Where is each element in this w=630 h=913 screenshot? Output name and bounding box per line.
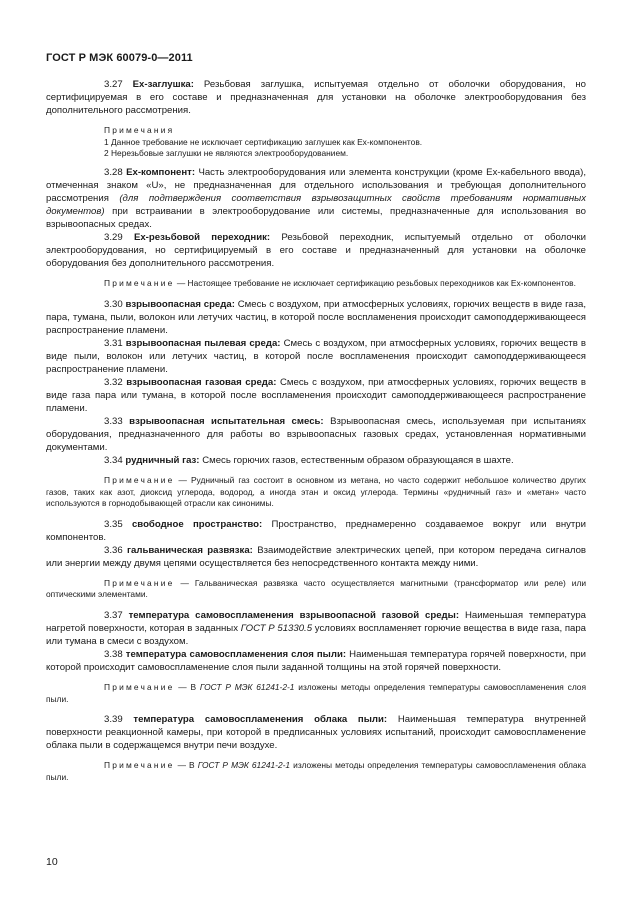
- note-text: — Гальваническая развязка часто осуществляется магнитными (трансформатор или реле) или оптическими элементами.: [46, 577, 587, 600]
- clause-term: взрывоопасная газовая среда:: [126, 376, 277, 388]
- clause-definition: Наименьшая температура горячей поверхности, при которой происходит самовоспламенение слоя пыли заданной толщины на этой горячей поверхности.: [46, 648, 586, 673]
- clause-definition: Смесь с воздухом, при атмосферных условиях, горючих веществ в виде газа пара или тумана, в которой после воспламенения происходит самоподдерживающееся распространение пламени.: [46, 376, 587, 414]
- clause-number: 3.38: [104, 648, 123, 660]
- clause-term: Ex-компонент:: [126, 166, 196, 178]
- clause-definition: Наименьшая температура нагретой поверхности, которая в заданных: [46, 609, 586, 634]
- clause-term: взрывоопасная среда:: [125, 298, 235, 310]
- clause-term: температура самовоспламенения взрывоопасной газовой среды:: [128, 609, 460, 621]
- note-text: — В: [177, 760, 195, 771]
- clause-number: 3.32: [104, 376, 123, 388]
- note-text: изложены методы определения температуры самовоспламенения слоя пыли.: [46, 682, 587, 704]
- clause-definition: Смесь с воздухом, при атмосферных условиях, горючих веществ в виде пыли, волокон или летучих частиц, в которой после воспламенения происходит самоподдерживающееся распространение пламени.: [46, 337, 587, 375]
- page-header: ГОСТ Р МЭК 60079-0—2011: [46, 52, 193, 64]
- clause-3-28: [46, 166, 586, 231]
- note: [46, 475, 586, 510]
- clause-number: 3.33: [104, 415, 123, 427]
- clause-number: 3.27: [104, 79, 123, 90]
- clause-number: 3.35: [104, 518, 123, 530]
- clause-term: Ex-резьбовой переходник:: [133, 231, 271, 243]
- clause-term: рудничный газ:: [125, 455, 200, 467]
- note-item: 1 Данное требование не исключает сертификацию заглушек как Ex-компонентов.: [104, 136, 423, 147]
- clause-definition: Взрывоопасная смесь, используемая при испытаниях оборудования, предназначенного для работы во взрывоопасных газовых средах, установленная нормативными документами.: [46, 415, 586, 454]
- note-label: Примечание: [104, 577, 175, 588]
- clause-term: температура самовоспламенения слоя пыли:: [125, 648, 347, 660]
- clause-term: температура самовоспламенения облака пыли:: [133, 714, 388, 726]
- clause-3-34: [46, 454, 586, 467]
- note: [46, 682, 586, 705]
- clause-3-27: [46, 78, 586, 117]
- clause-3-29: [46, 231, 586, 270]
- standard-reference: ГОСТ Р МЭК 61241-2-1: [197, 760, 291, 771]
- clause-3-39: [46, 713, 586, 752]
- clause-definition: при встраивании в электрооборудование или системы, предназначенные для использования во взрывоопасных средах.: [46, 205, 586, 230]
- note: [46, 578, 586, 601]
- clause-3-32: [46, 376, 586, 415]
- clause-number: 3.39: [104, 714, 123, 726]
- clause-number: 3.29: [104, 231, 123, 243]
- standard-reference: ГОСТ Р МЭК 61241-2-1: [199, 682, 295, 693]
- clause-number: 3.28: [104, 166, 123, 178]
- clause-definition: Наименьшая температура внутренней поверхности реакционной камеры, при которой в предписанных условиях испытаний, происходит самовоспламенение облака пыли в содержащемся внутри печи воздухе.: [46, 714, 586, 752]
- note-label: Примечание: [104, 278, 175, 289]
- note-text: изложены методы определения температуры самовоспламенения облака пыли.: [46, 760, 587, 782]
- clause-number: 3.37: [104, 609, 123, 621]
- clause-definition: Смесь с воздухом, при атмосферных условиях, горючих веществ в виде газа, пара, тумана, пыли, волокон или летучих частиц, в которой после воспламенения происходит самоподдерживающееся распространение пламени.: [46, 298, 586, 336]
- note: [46, 278, 586, 290]
- clause-definition-italic: (для подтверждения соответствия взрывозащитных свойств требованиям нормативных документов): [46, 192, 586, 217]
- note-label: Примечание: [104, 760, 175, 771]
- clause-number: 3.30: [104, 298, 123, 310]
- clause-term: Ex-заглушка:: [132, 79, 194, 90]
- note-item: 2 Нерезьбовые заглушки не являются электрооборудованием.: [104, 148, 349, 159]
- document-body: [46, 78, 586, 783]
- clause-number: 3.36: [104, 544, 123, 556]
- clause-definition: Резьбовой переходник, испытуемый отдельно от оболочки электрооборудования, но сертифицируемый в его составе и предназначенный для установки на оболочке оборудования без дополнительного рассмотрения.: [46, 231, 586, 269]
- clause-3-36: [46, 544, 586, 570]
- clause-3-37: [46, 609, 586, 648]
- clause-3-35: [46, 518, 586, 544]
- note-text: — Настоящее требование не исключает сертификацию резьбовых переходников как Ex-компонентов.: [176, 278, 576, 289]
- note-text: — В: [178, 682, 197, 693]
- clause-term: свободное пространство:: [131, 518, 263, 530]
- clause-term: гальваническая развязка:: [127, 544, 253, 556]
- note-text: — Рудничный газ состоит в основном из метана, но часто содержит небольшое количество других газов, таких как азот, диоксид углерода, водород, а иногда этан и оксид углерода. Термины «рудничный газ» и «метан» часто используются в горнодобывающей отрасли как синонимы.: [46, 475, 586, 509]
- clause-number: 3.31: [104, 337, 123, 349]
- clause-number: 3.34: [104, 455, 123, 467]
- clause-3-38: [46, 648, 586, 674]
- clause-definition: Резьбовая заглушка, испытуемая отдельно от оболочки оборудования, но сертифицируемая в его составе и предназначенная для установки на оболочке электрооборудования без дополнительного рассмотрения.: [46, 79, 586, 117]
- note-label: Примечание: [104, 475, 175, 486]
- note: [46, 760, 586, 783]
- page-number: 10: [46, 856, 58, 868]
- clause-3-33: [46, 415, 586, 454]
- notes-heading: Примечания: [104, 125, 175, 136]
- clause-definition: Смесь горючих газов, естественным образом образующаяся в шахте.: [202, 455, 514, 467]
- clause-definition: Взаимодействие электрических цепей, при котором передача сигналов или энергии между двумя цепями осуществляется без непосредственного контакта между ними.: [46, 544, 587, 569]
- clause-definition: Пространство, преднамеренно создаваемое вокруг или внутри компонентов.: [46, 518, 586, 543]
- clause-term: взрывоопасная пылевая среда:: [125, 337, 281, 349]
- note-label: Примечание: [104, 682, 175, 693]
- standard-reference: ГОСТ Р 51330.5: [240, 622, 313, 634]
- clause-3-30: [46, 298, 586, 337]
- clause-definition: Часть электрооборудования или элемента конструкции (кроме Ex-кабельного ввода), отмеченная знаком «U», не предназначенная для отдельного использования и требующая дополнительного рассмотрения: [46, 166, 586, 204]
- clause-term: взрывоопасная испытательная смесь:: [129, 415, 324, 427]
- clause-3-31: [46, 337, 586, 376]
- clause-definition: условиях воспламеняет горючие вещества в виде газа, пара или тумана в смеси с воздухом.: [46, 622, 587, 647]
